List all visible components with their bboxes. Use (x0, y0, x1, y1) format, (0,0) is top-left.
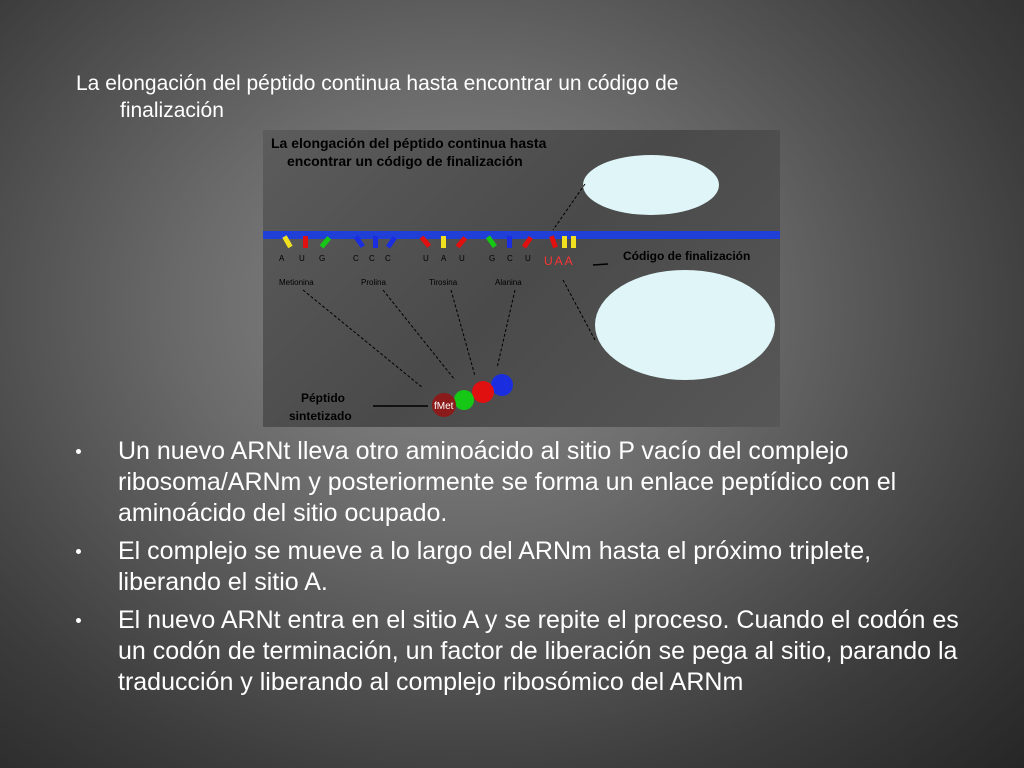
codon-letter: C (507, 254, 513, 263)
diagram-heading-line1: La elongación del péptido continua hasta (271, 135, 547, 151)
base-c4 (507, 236, 512, 248)
stop-base-a1 (562, 236, 567, 248)
mrna-strand (263, 231, 780, 239)
bullet-dot (76, 618, 81, 623)
codon-letter: U (459, 254, 465, 263)
codon-letter: U (423, 254, 429, 263)
slide-title (76, 70, 936, 124)
bullet-list (76, 436, 976, 705)
peptide-chain (432, 374, 513, 417)
stop-codon-text: UAA (544, 254, 575, 268)
base-a2 (441, 236, 446, 248)
amino-acid-label: Prolina (361, 278, 386, 287)
amino-acid-label: Tirosina (429, 278, 458, 287)
codon-letter: U (525, 254, 531, 263)
codon-letter: G (489, 254, 496, 263)
stop-label: Código de finalización (623, 249, 751, 263)
peptide-label-line2: sintetizado (289, 409, 352, 423)
diagram-svg (263, 130, 780, 427)
stop-arrow (593, 264, 608, 265)
diagram-heading-line2: encontrar un código de finalización (287, 153, 523, 169)
stop-base-a2 (571, 236, 576, 248)
amino-acid-label: Alanina (495, 278, 522, 287)
slide-title-line1: La elongación del péptido continua hasta encontrar un código de (76, 72, 679, 95)
codon-letter: A (441, 254, 447, 263)
codon-letter: G (319, 254, 326, 263)
residue-blue (491, 374, 513, 396)
bullet-text: Un nuevo ARNt lleva otro aminoácido al sitio P vacío del complejo ribosoma/ARNm y posteriormente se forma un enlace peptídico con el aminoácido del sitio ocupado. (118, 437, 897, 527)
codon-letter: C (353, 254, 359, 263)
bullet-item (76, 536, 976, 598)
bullet-dot (76, 549, 81, 554)
codon-letter: U (299, 254, 305, 263)
bullet-item (76, 605, 976, 698)
amino-acid-labels (279, 278, 522, 287)
elongation-diagram (263, 130, 780, 427)
bullet-dot (76, 449, 81, 454)
bullet-item (76, 436, 976, 529)
codon-letter: A (279, 254, 285, 263)
slide-title-line2: finalización (120, 99, 224, 122)
base-c2 (373, 236, 378, 248)
lower-ellipse (595, 270, 775, 380)
amino-acid-label: Metionina (279, 278, 314, 287)
codon-letters (279, 254, 531, 263)
upper-ellipse (583, 155, 719, 215)
residue-green (454, 390, 474, 410)
bullet-text: El complejo se mueve a lo largo del ARNm hasta el próximo triplete, liberando el sitio A. (118, 537, 872, 596)
base-u1 (303, 236, 308, 248)
bullet-text: El nuevo ARNt entra en el sitio A y se repite el proceso. Cuando el codón es un codón de terminación, un factor de liberación se pega al sitio, parando la traducción y liberando al complejo ribosómico del ARNm (118, 606, 959, 696)
codon-letter: C (385, 254, 391, 263)
fmet-label: fMet (434, 401, 454, 412)
residue-red (472, 381, 494, 403)
codon-letter: C (369, 254, 375, 263)
peptide-label-line1: Péptido (301, 391, 345, 405)
